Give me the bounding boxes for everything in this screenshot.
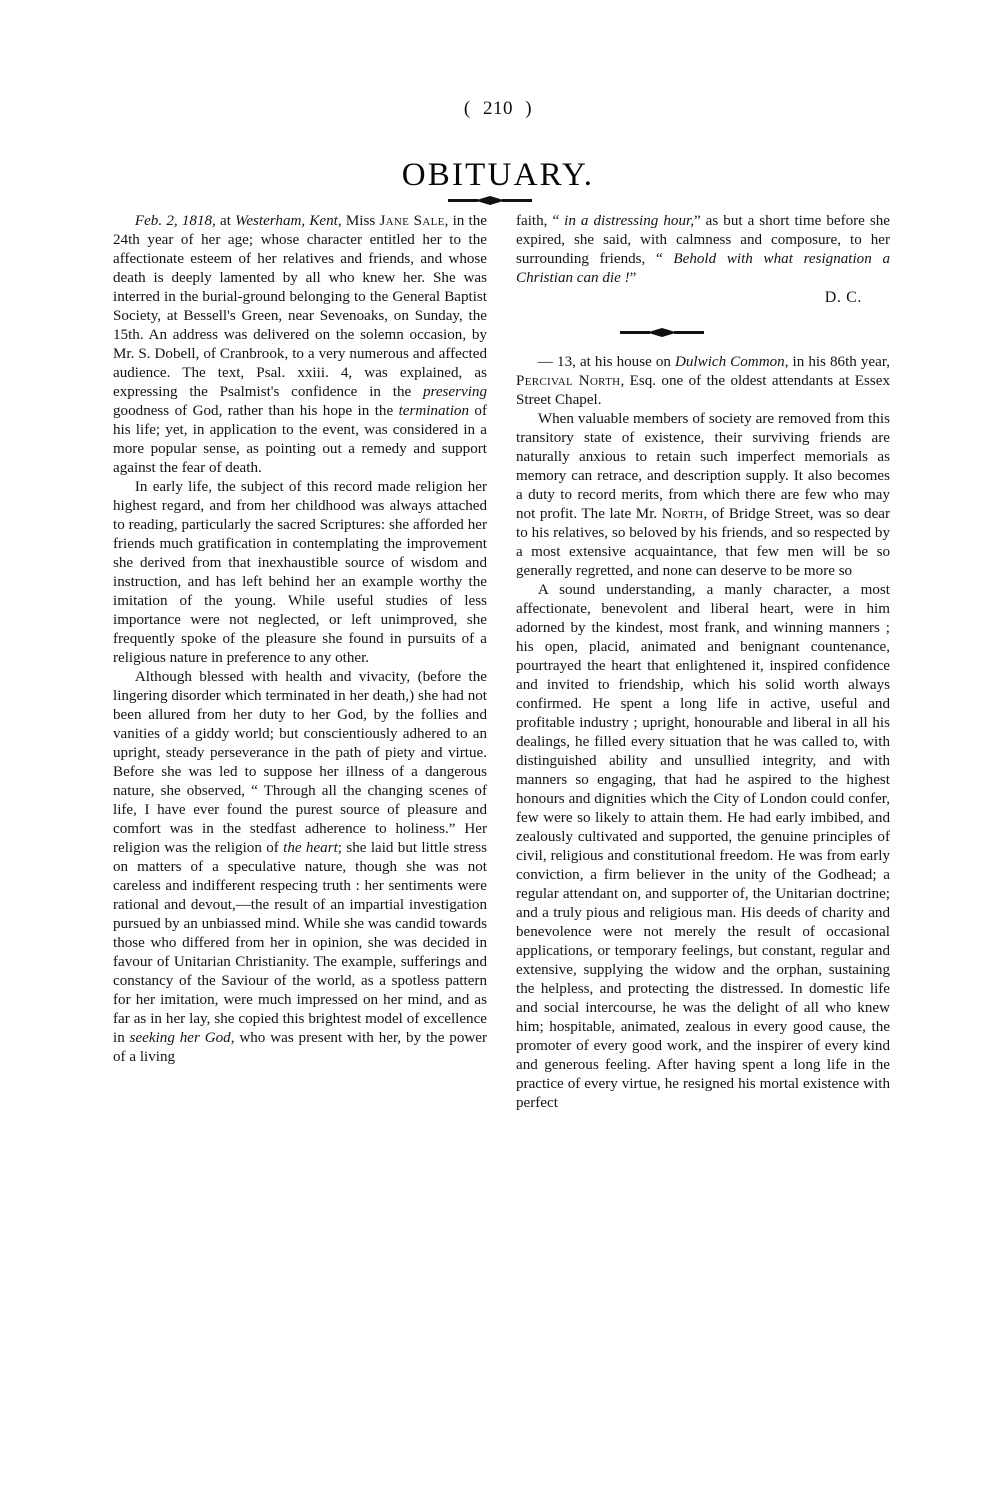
obituary-sale-paragraph-2: In early life, the subject of this record made religion her highest regard, and from her childhood was always attached to reading, particularly the sacred Scriptures: she afforded her friends much gratification in contemplating the improvement she derived from that inexhaustible source of wisdom and instruction, and has left behind her an example worthy the imitation of the young. While useful studies of less importance were not neglected, or left unimproved, she frequently spoke of the pleasure she found in pursuits of a religious nature in preference to any other.: [113, 479, 487, 666]
quotation-behold-with-what-resignation: Behold with what resignation a Christian can die !: [516, 251, 891, 286]
text-run: at: [215, 213, 236, 229]
obituary-day-dash: — 13,: [537, 354, 576, 370]
text-run: ” as but a short time before she expired, she said, with calmness and composure, to her surrounding friends, “: [516, 213, 890, 267]
left-column: [113, 212, 487, 1462]
emphasis-preserving: preserving: [423, 384, 487, 400]
text-run: ”: [629, 270, 637, 286]
author-signature: D. C.: [824, 289, 862, 306]
text-run: at his house on: [575, 354, 675, 370]
obituary-sale-paragraph-1: [113, 212, 487, 478]
emphasis-termination: termination: [398, 403, 469, 419]
page-folio: [0, 98, 996, 120]
text-run: , Esq. one of the oldest attendants at Essex Street Chapel.: [516, 373, 891, 408]
deceased-surname: North: [661, 506, 704, 522]
folio-open-paren: (: [463, 98, 471, 119]
obituary-north-paragraph-2: [516, 410, 890, 581]
two-column-body: [113, 212, 891, 1462]
page-title: OBITUARY.: [401, 157, 595, 193]
text-run: , who was present with her, by the power of a living: [113, 1030, 488, 1065]
right-column: [516, 212, 890, 1462]
quotation-distressing-hour: in a distressing hour,: [564, 213, 694, 229]
text-run: When valuable members of society are removed from this transitory state of existence, their surviving friends are naturally anxious to retain such imperfect memorials as memory can retrace, and description supply. It also becomes a duty to record merits, from which there are few who may not profit. The late Mr.: [516, 411, 890, 522]
obituary-sale-paragraph-3: [113, 668, 487, 1067]
text-run: , in the 24th year of her age; whose character entitled her to the affectionate esteem of her relatives and friends, and whose death is deeply lamented by all who knew her. She was interred in the burial-ground belonging to the General Baptist Society, at Bessell's Green, near Sevenoaks, on Sunday, the 15th. An address was delivered on the solemn occasion, by Mr. S. Dobell, of Cranbrook, to a very numerous and affected audience. The text, Psal. xxiii. 4, was explained, as expressing the Psalmist's confidence in the: [113, 213, 487, 400]
text-run: of his life; yet, in application to the event, was considered in a more popular sense, as pointing out a remedy and support against the fear of death.: [113, 403, 487, 476]
place-name: Dulwich Common: [674, 354, 785, 370]
text-run: , of Bridge Street, was so dear to his relatives, so beloved by his friends, and so respected by a most extensive acquaintance, that few men will be so generally regretted, and none can deserve to be more so: [516, 506, 891, 579]
divider-spacer: [516, 307, 890, 353]
obituary-north-paragraph-1: [516, 353, 890, 410]
text-run: , Miss: [337, 213, 380, 229]
text-run: Although blessed with health and vivacity, (before the lingering disorder which terminated in her death,) she had not been allured from her duty to her God, by the follies and vanities of a giddy world; but conscientiously adhered to an upright, steady perseverance in the path of piety and virtue. Before she was led to suppose her illness of a dangerous nature, she observed, “ Through all the changing scenes of life, I have ever found the purest source of pleasure and comfort was in the stedfast adherence to holiness.” Her religion was the religion of: [113, 669, 487, 856]
deceased-name: Jane Sale: [379, 213, 445, 229]
obituary-date: Feb. 2, 1818,: [134, 213, 216, 229]
folio-close-paren: ): [525, 98, 533, 119]
place-name: Westerham, Kent: [235, 213, 338, 229]
lozenge-ornament-icon: [448, 196, 532, 205]
emphasis-seeking-her-god: seeking her God: [129, 1030, 231, 1046]
obituary-sale-continuation: [516, 212, 890, 288]
text-run: , in his 86th year,: [784, 354, 891, 370]
text-run: ; she laid but little stress on matters of a speculative nature, though she was not careless and indifferent respecing truth : her sentiments were rational and devout,—the result of an impartial investigation pursued by an unbiassed mind. While she was candid towards those who differed from her in opinion, she was decided in favour of Unitarian Christianity. The example, sufferings and constancy of the Saviour of the world, as a spotless pattern for her imitation, were much impressed on her mind, and as far as in her lay, she copied this brightest model of excellence in: [113, 840, 487, 1046]
folio-number: 210: [483, 98, 513, 119]
deceased-name: Percival North: [516, 373, 621, 389]
text-run: goodness of God, rather than his hope in the: [113, 403, 399, 419]
obituary-north-paragraph-3: A sound understanding, a manly character, a most affectionate, benevolent and liberal heart, were in him adorned by the kindest, most frank, and winning manners ; his open, placid, animated and benignant countenance, pourtrayed the heart that enlightened it, inspired confidence and invited to friendship, which his solid worth always confirmed. He spent a long life in active, useful and profitable industry ; upright, honourable and liberal in all his dealings, he filled every situation that he was called to, with distinguished ability and unsullied integrity, and with manners so engaging, that had he aspired to the highest honours and dignities which the City of London could confer, few were so likely to attain them. He had early imbibed, and zealously cultivated and supported, the genuine principles of civil, religious and constitutional freedom. He was from early conviction, a firm believer in the unity of the Godhead; a regular attendant on, and supporter of, the Unitarian doctrine; and a truly pious and religious man. His deeds of charity and benevolence were not merely the result of occasional applications, or temporary feelings, but constant, regular and extensive, supplying the widow and the orphan, sustaining the helpless, and protecting the distressed. In domestic life and social intercourse, he was the delight of all who knew him; hospitable, animated, zealous in every good cause, the promoter of every good work, and the inspirer of every kind and generous feeling. After having spent a long life in the practice of every virtue, he resigned his mortal existence with perfect: [516, 582, 890, 1111]
emphasis-the-heart: the heart: [283, 840, 338, 856]
text-run: faith, “: [516, 213, 565, 229]
